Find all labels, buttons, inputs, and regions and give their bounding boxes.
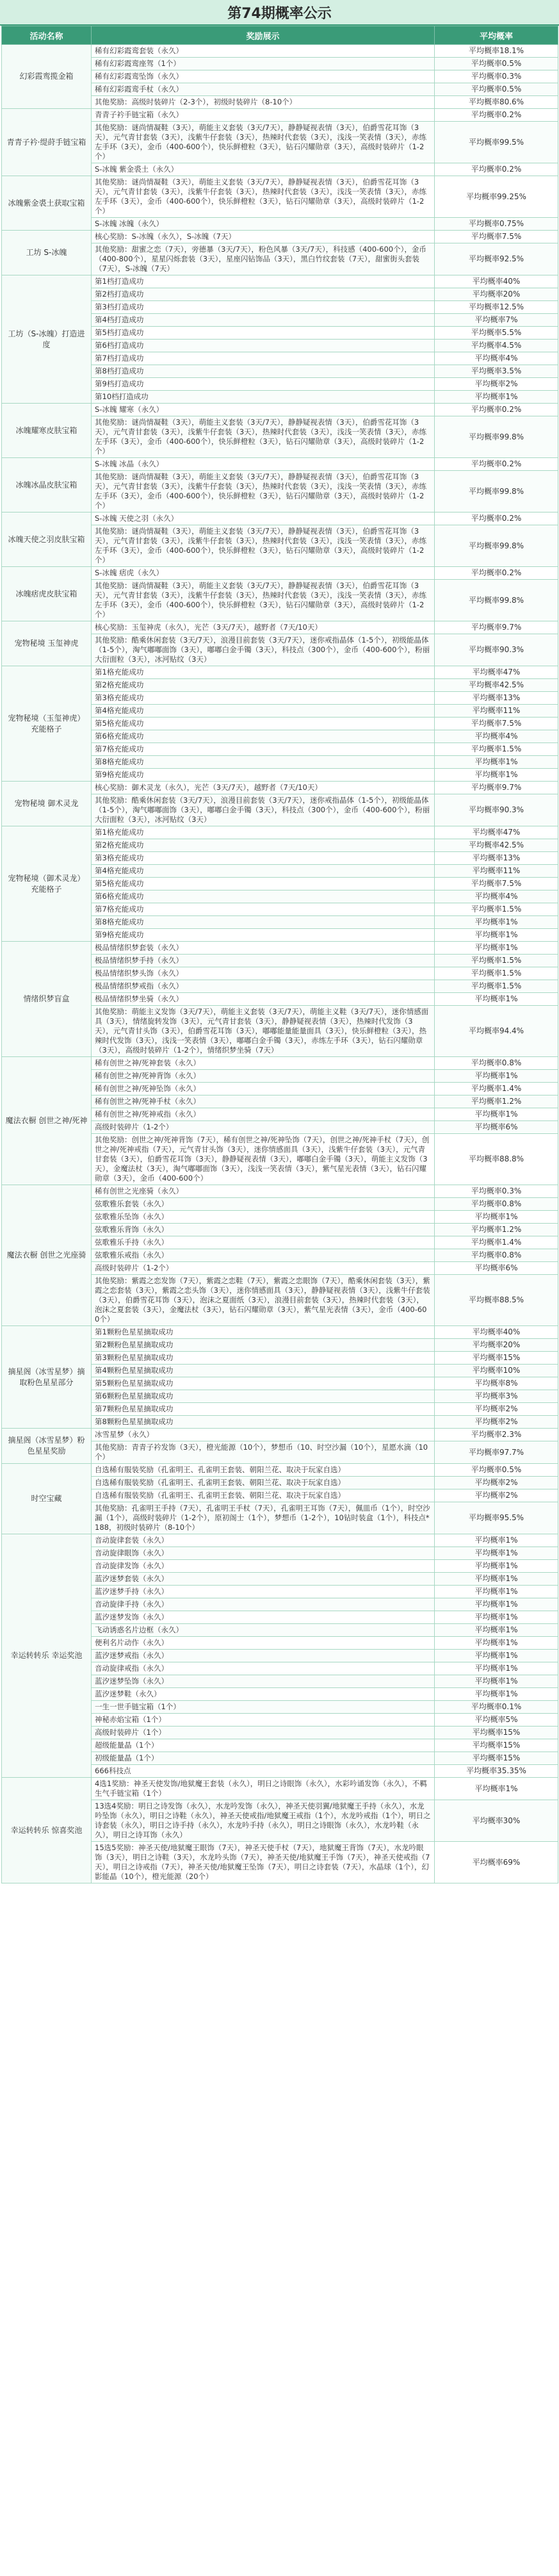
activity-name: 魔法衣橱 创世之光座骑 <box>2 1185 92 1326</box>
probability-value: 平均概率4% <box>435 730 558 743</box>
probability-value: 平均概率1.2% <box>435 1095 558 1108</box>
reward-item: 极品情绪织梦套装（永久） <box>92 942 435 955</box>
probability-value: 平均概率1% <box>435 391 558 404</box>
reward-item: 第7档打造成功 <box>92 352 435 365</box>
reward-item: 第5格充能成功 <box>92 718 435 730</box>
reward-item: 初级能量晶（1个） <box>92 1752 435 1765</box>
reward-item: 第2格充能成功 <box>92 679 435 692</box>
reward-item: 便利名片动作（永久） <box>92 1637 435 1650</box>
probability-value: 平均概率15% <box>435 1727 558 1739</box>
probability-value: 平均概率1% <box>435 1211 558 1224</box>
reward-item: 第3格充能成功 <box>92 852 435 865</box>
header-probability: 平均概率 <box>435 26 558 45</box>
reward-item: 极品情绪织梦头饰（永久） <box>92 967 435 980</box>
reward-item: 第5格充能成功 <box>92 878 435 890</box>
probability-value: 平均概率20% <box>435 1339 558 1352</box>
table-header-row <box>2 26 558 45</box>
reward-item: 高级时装碎片（1个） <box>92 1727 435 1739</box>
probability-value: 平均概率1.5% <box>435 743 558 756</box>
table-row <box>2 942 558 955</box>
reward-item: 第3格充能成功 <box>92 692 435 705</box>
reward-item: 稀有创世之神/死神套装（永久） <box>92 1057 435 1070</box>
reward-item: S-冰魄 耀寒（永久） <box>92 404 435 416</box>
probability-value: 平均概率2% <box>435 1403 558 1416</box>
reward-item: 蓝汐迷梦手持（永久） <box>92 1586 435 1598</box>
table-row <box>2 567 558 580</box>
reward-item: 其他奖励：青青子衿发饰（3天），橙光能源（10个），梦想币（10、时空沙漏（10个），星愿水滴（10个） <box>92 1441 435 1464</box>
probability-value: 平均概率1% <box>435 1778 558 1800</box>
probability-value: 平均概率1% <box>435 1598 558 1611</box>
reward-item: 第5颗粉色星星摘取成功 <box>92 1377 435 1390</box>
probability-value: 平均概率9.7% <box>435 621 558 634</box>
probability-value: 平均概率7.5% <box>435 718 558 730</box>
probability-value: 平均概率1% <box>435 1650 558 1662</box>
reward-item: 第4格充能成功 <box>92 865 435 878</box>
probability-value: 平均概率5% <box>435 1714 558 1727</box>
reward-item: S-冰魄 紫金裘土（永久） <box>92 163 435 176</box>
probability-value: 平均概率1% <box>435 1586 558 1598</box>
probability-value: 平均概率15% <box>435 1352 558 1365</box>
probability-value: 平均概率3.5% <box>435 365 558 378</box>
probability-value: 平均概率0.2% <box>435 163 558 176</box>
probability-value: 平均概率2% <box>435 1477 558 1489</box>
reward-item: 稀有幻彩霞鸾座驾（1个） <box>92 58 435 70</box>
reward-item: 第8颗粉色星星摘取成功 <box>92 1416 435 1429</box>
reward-item: 第9格充能成功 <box>92 929 435 942</box>
reward-item: 第7格充能成功 <box>92 743 435 756</box>
reward-item: 第3颗粉色星星摘取成功 <box>92 1352 435 1365</box>
probability-table <box>1 26 558 1883</box>
reward-item: 第8格充能成功 <box>92 916 435 929</box>
table-row <box>2 1778 558 1800</box>
reward-item: 第8格充能成功 <box>92 756 435 769</box>
activity-name: 宠物秘境 玉玺神虎 <box>2 621 92 666</box>
reward-item: 稀有幻彩霞鸾手杖（永久） <box>92 83 435 96</box>
reward-item: 一生一世手链宝箱（1个） <box>92 1701 435 1714</box>
probability-value: 平均概率99.8% <box>435 471 558 513</box>
reward-item: 弦歌雅乐戒指（永久） <box>92 1249 435 1262</box>
activity-name: 青青子衿·缇莳手链宝箱 <box>2 109 92 176</box>
reward-item: 高级时装碎片（1-2个） <box>92 1121 435 1134</box>
reward-item: 青青子衿手链宝箱（永久） <box>92 109 435 122</box>
probability-value: 平均概率3% <box>435 1390 558 1403</box>
activity-name: 魔法衣橱 创世之神/死神 <box>2 1057 92 1185</box>
reward-item: 其他奖励：酷乘休闲套装（3天/7天），浪漫目前套装（3天/7天），迷你戒指晶体（1-5个），初级能晶体（1-5个），淘气嘟嘟面饰（3天），嘟嘟白金手镯（3天），科技点（300个），金币（400-600个），粉丽大衍面粒（3天），冰河贴纹（3天） <box>92 794 435 826</box>
reward-item: 第1格充能成功 <box>92 826 435 839</box>
header-reward: 奖励展示 <box>92 26 435 45</box>
reward-item: 稀有创世之神/死神戒指（永久） <box>92 1108 435 1121</box>
probability-value: 平均概率69% <box>435 1842 558 1883</box>
reward-item: 第4格充能成功 <box>92 705 435 718</box>
probability-value: 平均概率1.4% <box>435 1083 558 1095</box>
activity-name: 摘星阁（冰雪星梦）摘取粉色星星部分 <box>2 1326 92 1429</box>
probability-value: 平均概率99.5% <box>435 122 558 163</box>
reward-item: 稀有创世之神/死神手杖（永久） <box>92 1095 435 1108</box>
probability-value: 平均概率47% <box>435 666 558 679</box>
probability-value: 平均概率9.7% <box>435 782 558 794</box>
probability-value: 平均概率0.2% <box>435 404 558 416</box>
reward-item: 音动旋律眼饰（永久） <box>92 1547 435 1560</box>
probability-value: 平均概率1.5% <box>435 967 558 980</box>
activity-name: 宠物秘境（御术灵龙）充能格子 <box>2 826 92 942</box>
probability-value: 平均概率20% <box>435 288 558 301</box>
probability-value: 平均概率2% <box>435 1416 558 1429</box>
probability-value: 平均概率99.25% <box>435 176 558 218</box>
table-row <box>2 826 558 839</box>
probability-value: 平均概率13% <box>435 852 558 865</box>
probability-value: 平均概率1% <box>435 1675 558 1688</box>
reward-item: 第9档打造成功 <box>92 378 435 391</box>
activity-name: 情绪织梦盲盒 <box>2 942 92 1057</box>
table-row <box>2 275 558 288</box>
table-row <box>2 1185 558 1198</box>
table-row <box>2 1464 558 1477</box>
reward-item: 音动旋律套装（永久） <box>92 1534 435 1547</box>
probability-value: 平均概率4.5% <box>435 340 558 352</box>
probability-value: 平均概率5.5% <box>435 327 558 340</box>
probability-value: 平均概率0.2% <box>435 513 558 525</box>
reward-item: 其他奖励：谜尚情凝鞋（3天），萌能主义套装（3天/7天），静静疑视表情（3天），伯爵雪花耳饰（3天），元气青甘套装（3天），浅紫牛仔套装（3天），热辣时代套装（3天），浅浅一笑表情（3天），赤练左手环（3天），金币（400-600个），快乐鲜橙粒（3天），钻石闪耀勋章（3天），高级时装碎片（1-2个） <box>92 471 435 513</box>
reward-item: 极品情绪织梦手持（永久） <box>92 955 435 967</box>
probability-value: 平均概率1% <box>435 1573 558 1586</box>
probability-value: 平均概率0.8% <box>435 1249 558 1262</box>
activity-name: 冰魄耀寒皮肤宝箱 <box>2 404 92 458</box>
table-row <box>2 1429 558 1441</box>
reward-item: 核心奖励：御术灵龙（永久），光芒（3天/7天），越野者（7天/10天） <box>92 782 435 794</box>
reward-item: 4选1奖励：神圣天使发饰/地狱魔王套装（永久），明日之诗眼饰（永久），水彩吟诵发饰（永久），不羁生气手链宝箱（1个） <box>92 1778 435 1800</box>
probability-value: 平均概率1.2% <box>435 1224 558 1236</box>
probability-value: 平均概率99.8% <box>435 525 558 567</box>
reward-item: 弦歌雅乐手持（永久） <box>92 1236 435 1249</box>
probability-value: 平均概率1% <box>435 1662 558 1675</box>
probability-value: 平均概率11% <box>435 865 558 878</box>
reward-item: 稀有创世之神/死神坠饰（永久） <box>92 1083 435 1095</box>
reward-item: 核心奖励：S-冰魄（永久），S-冰魄（7天） <box>92 231 435 243</box>
reward-item: 音动旋律手持（永久） <box>92 1598 435 1611</box>
probability-value: 平均概率15% <box>435 1752 558 1765</box>
reward-item: 其他奖励：紫霞之恋发饰（7天），紫霞之恋鞋（7天），紫霞之恋眼饰（7天），酷乘休闲套装（3天），紫霞之恋套装（3天），紫霞之恋头饰（3天），迷你情感面具（3天），静静疑视表情（3天），浅紫牛仔套装（3天），伯爵雪花耳饰（3天），泡沫之夏面纸（3天），浪漫目前套装（3天），热辣时代套装（3天），泡沫之夏套装（3天），金魔法杖（3天），钻石闪耀勋章（3天），紫气星光表情（3天），金币（400-600个） <box>92 1275 435 1326</box>
reward-item: 第1档打造成功 <box>92 275 435 288</box>
probability-value: 平均概率88.8% <box>435 1134 558 1185</box>
probability-value: 平均概率15% <box>435 1739 558 1752</box>
reward-item: 弦歌雅乐背饰（永久） <box>92 1224 435 1236</box>
probability-value: 平均概率99.8% <box>435 416 558 458</box>
reward-item: 稀有创世之光座骑（永久） <box>92 1185 435 1198</box>
reward-item: 音动旋律发饰（永久） <box>92 1560 435 1573</box>
reward-item: 极品情绪织梦坐骑（永久） <box>92 993 435 1006</box>
activity-name: 幻彩霞鸾揽金箱 <box>2 45 92 109</box>
reward-item: 其他奖励：创世之神/死神背饰（7天），稀有创世之神/死神坠饰（7天），创世之神/死神手杖（7天），创世之神/死神戒指（7天），元气青甘头饰（3天），迷你情感面具（3天），浅紫牛仔套装（3天），元气青甘套装（3天），伯爵雪花耳饰（3天），静静疑视表情（3天），嘟嘟白金手镯（3天），萌能主义发饰（3天），金魔法杖（3天），淘气嘟嘟面饰（3天），浅浅一笑表情（3天），紫气星光表情（3天），钻石闪耀勋章（3天），金币（400-600个） <box>92 1134 435 1185</box>
reward-item: 其他奖励：谜尚情凝鞋（3天），萌能主义套装（3天/7天），静静疑视表情（3天），伯爵雪花耳饰（3天），元气青甘套装（3天），浅紫牛仔套装（3天），热辣时代套装（3天），浅浅一笑表情（3天），赤练左手环（3天），金币（400-600个），快乐鲜橙粒（3天），钻石闪耀勋章（3天），高级时装碎片（1-2个） <box>92 176 435 218</box>
probability-value: 平均概率0.8% <box>435 1198 558 1211</box>
reward-item: 第7格充能成功 <box>92 903 435 916</box>
probability-value: 平均概率0.8% <box>435 1057 558 1070</box>
table-row <box>2 621 558 634</box>
probability-value: 平均概率2.3% <box>435 1429 558 1441</box>
probability-value: 平均概率4% <box>435 890 558 903</box>
probability-value: 平均概率7% <box>435 314 558 327</box>
reward-item: 13选4奖励：明日之诗发饰（永久），水龙吟发饰（永久），神圣天使羽翼/地狱魔王手持（永久），水龙吟坠饰（永久），明日之诗鞋（永久），神圣天使戒指/地狱魔王戒指（1个），水龙吟戒指（1个），明日之诗套装（永久），明日之诗手持（永久），水龙吟手持（永久），明日之诗眼饰（永久），水龙吟鞋（永久），明日之诗耳饰（永久） <box>92 1800 435 1842</box>
probability-value: 平均概率1% <box>435 1624 558 1637</box>
header-activity: 活动名称 <box>2 26 92 45</box>
reward-item: 核心奖励：玉玺神虎（永久），光芒（3天/7天），越野者（7天/10天） <box>92 621 435 634</box>
table-row <box>2 782 558 794</box>
probability-value: 平均概率0.5% <box>435 58 558 70</box>
probability-value: 平均概率2% <box>435 378 558 391</box>
probability-value: 平均概率7.5% <box>435 878 558 890</box>
probability-value: 平均概率40% <box>435 275 558 288</box>
probability-value: 平均概率90.3% <box>435 634 558 666</box>
probability-value: 平均概率0.3% <box>435 1185 558 1198</box>
probability-value: 平均概率97.7% <box>435 1441 558 1464</box>
probability-value: 平均概率7.5% <box>435 231 558 243</box>
probability-value: 平均概率1.4% <box>435 1236 558 1249</box>
probability-value: 平均概率1% <box>435 1560 558 1573</box>
probability-value: 平均概率90.3% <box>435 794 558 826</box>
reward-item: 第6档打造成功 <box>92 340 435 352</box>
table-row <box>2 231 558 243</box>
probability-value: 平均概率88.5% <box>435 1275 558 1326</box>
probability-value: 平均概率18.1% <box>435 45 558 58</box>
reward-item: 其他奖励：甜蜜之恋（7天），旁德暴（3天/7天），粉色风暴（3天/7天），科技感（400-600个），金币（400-800个），星星闪烁套装（3天），星座闪钻饰品（3天），黑白竹纹套装（7天），甜蜜街头套装（7天），S-冰魄（7天） <box>92 243 435 275</box>
reward-item: 极品情绪织梦戒指（永久） <box>92 980 435 993</box>
activity-name: 宠物秘境 御术灵龙 <box>2 782 92 826</box>
reward-item: S-冰魄 天使之羽（永久） <box>92 513 435 525</box>
reward-item: 蓝汐迷梦戒指（永久） <box>92 1650 435 1662</box>
probability-value: 平均概率35.35% <box>435 1765 558 1778</box>
reward-item: 其他奖励：高级时装碎片（2-3个），初级时装碎片（8-10个） <box>92 96 435 109</box>
activity-name: 幸运转转乐 幸运奖池 <box>2 1534 92 1778</box>
probability-value: 平均概率1% <box>435 1688 558 1701</box>
probability-value: 平均概率4% <box>435 352 558 365</box>
probability-value: 平均概率42.5% <box>435 839 558 852</box>
reward-item: 第5档打造成功 <box>92 327 435 340</box>
probability-value: 平均概率0.5% <box>435 1464 558 1477</box>
activity-name: 冰魄天使之羽皮肤宝箱 <box>2 513 92 567</box>
activity-name: 工坊（S-冰魄）打造进度 <box>2 275 92 404</box>
probability-value: 平均概率1% <box>435 1108 558 1121</box>
probability-value: 平均概率1% <box>435 1534 558 1547</box>
table-row <box>2 458 558 471</box>
reward-item: 其他奖励：谜尚情凝鞋（3天），萌能主义套装（3天/7天），静静疑视表情（3天），伯爵雪花耳饰（3天），元气青甘套装（3天），浅紫牛仔套装（3天），热辣时代套装（3天），浅浅一笑表情（3天），赤练左手环（3天），金币（400-600个），快乐鲜橙粒（3天），钻石闪耀勋章（3天），高级时装碎片（1-2个） <box>92 525 435 567</box>
probability-value: 平均概率1% <box>435 916 558 929</box>
probability-value: 平均概率6% <box>435 1121 558 1134</box>
reward-item: 飞动诱惑名片边框（永久） <box>92 1624 435 1637</box>
probability-value: 平均概率0.2% <box>435 109 558 122</box>
table-row <box>2 1057 558 1070</box>
probability-value: 平均概率10% <box>435 1365 558 1377</box>
reward-item: 蓝汐迷梦发饰（永久） <box>92 1611 435 1624</box>
reward-item: S-冰魄 冰晶（永久） <box>92 458 435 471</box>
probability-value: 平均概率1% <box>435 769 558 782</box>
probability-value: 平均概率1% <box>435 1637 558 1650</box>
table-row <box>2 176 558 218</box>
probability-value: 平均概率99.8% <box>435 580 558 621</box>
reward-item: 第2格充能成功 <box>92 839 435 852</box>
reward-item: S-冰魄 冰魄（永久） <box>92 218 435 231</box>
reward-item: 第2颗粉色星星摘取成功 <box>92 1339 435 1352</box>
reward-item: 第6格充能成功 <box>92 890 435 903</box>
page-title: 第74期概率公示 <box>0 0 559 26</box>
probability-value: 平均概率1.5% <box>435 980 558 993</box>
activity-name: 冰魄紫金裘土获取宝箱 <box>2 176 92 231</box>
probability-value: 平均概率92.5% <box>435 243 558 275</box>
probability-value: 平均概率8% <box>435 1377 558 1390</box>
activity-name: 冰魄痞虎皮肤宝箱 <box>2 567 92 621</box>
probability-value: 平均概率1% <box>435 1611 558 1624</box>
reward-item: 第4档打造成功 <box>92 314 435 327</box>
reward-item: 其他奖励：谜尚情凝鞋（3天），萌能主义套装（3天/7天），静静疑视表情（3天），伯爵雪花耳饰（3天），元气青甘套装（3天），浅紫牛仔套装（3天），热辣时代套装（3天），浅浅一笑表情（3天），赤练左手环（3天），金币（400-600个），快乐鲜橙粒（3天），钻石闪耀勋章（3天），高级时装碎片（1-2个） <box>92 416 435 458</box>
table-row <box>2 666 558 679</box>
probability-value: 平均概率0.2% <box>435 567 558 580</box>
probability-value: 平均概率30% <box>435 1800 558 1842</box>
activity-name: 时空宝藏 <box>2 1464 92 1534</box>
activity-name: 工坊 S-冰魄 <box>2 231 92 275</box>
probability-value: 平均概率40% <box>435 1326 558 1339</box>
reward-item: 第2档打造成功 <box>92 288 435 301</box>
probability-value: 平均概率1% <box>435 1547 558 1560</box>
reward-item: 第3档打造成功 <box>92 301 435 314</box>
reward-item: 第1格充能成功 <box>92 666 435 679</box>
table-row <box>2 513 558 525</box>
probability-value: 平均概率95.5% <box>435 1502 558 1534</box>
reward-item: 第8档打造成功 <box>92 365 435 378</box>
reward-item: 高级时装碎片（1-2个） <box>92 1262 435 1275</box>
reward-item: 稀有创世之神/死神背饰（永久） <box>92 1070 435 1083</box>
reward-item: 第1颗粉色星星摘取成功 <box>92 1326 435 1339</box>
probability-value: 平均概率47% <box>435 826 558 839</box>
probability-value: 平均概率0.2% <box>435 458 558 471</box>
reward-item: 15选5奖励：神圣天使/地狱魔王眼饰（7天），神圣天使手杖（7天），地狱魔王背饰（7天），水龙吟眼饰（3天），明日之诗鞋（3天），水龙吟头饰（7天），神圣天使/地狱魔王手饰（7天），神圣天使戒指（7天），明日之诗戒指（7天），神圣天使/地狱魔王坠饰（7天），明日之诗套装（7天），水晶球（1个），幻影能晶（10个），橙光能源（20个） <box>92 1842 435 1883</box>
reward-item: 其他奖励：谜尚情凝鞋（3天），萌能主义套装（3天/7天），静静疑视表情（3天），伯爵雪花耳饰（3天），元气青甘套装（3天），浅紫牛仔套装（3天），热辣时代套装（3天），浅浅一笑表情（3天），赤练左手环（3天），金币（400-600个），快乐鲜橙粒（3天），钻石闪耀勋章（3天），高级时装碎片（1-2个） <box>92 580 435 621</box>
reward-item: 第9格充能成功 <box>92 769 435 782</box>
reward-item: 蓝汐迷梦坠饰（永久） <box>92 1675 435 1688</box>
probability-value: 平均概率1% <box>435 993 558 1006</box>
reward-item: 弦歌雅乐坠饰（永久） <box>92 1211 435 1224</box>
reward-item: S-冰魄 痞虎（永久） <box>92 567 435 580</box>
reward-item: 自选稀有服装奖励（孔雀明王、孔雀明王套装、朝阳兰花、取决于玩家自选） <box>92 1477 435 1489</box>
reward-item: 冰雪星梦（永久） <box>92 1429 435 1441</box>
activity-name: 幸运转转乐 惊喜奖池 <box>2 1778 92 1883</box>
reward-item: 自选稀有服装奖励（孔雀明王、孔雀明王套装、朝阳兰花、取决于玩家自选） <box>92 1464 435 1477</box>
probability-value: 平均概率80.6% <box>435 96 558 109</box>
reward-item: 蓝汐迷梦鞋（永久） <box>92 1688 435 1701</box>
activity-name: 冰魄冰晶皮肤宝箱 <box>2 458 92 513</box>
reward-item: 第6格充能成功 <box>92 730 435 743</box>
reward-item: 其他奖励：孔雀明王手持（7天），孔雀明王手杖（7天），孔雀明王耳饰（7天），佩皿币（1个），时空沙漏（1个），高级时装碎片（1-2个），原初阁士（1个），梦想币（1-2个），10钻时装盒（1个），科技点*188，初级时装碎片（8-10个） <box>92 1502 435 1534</box>
activity-name: 宠物秘境（玉玺神虎）充能格子 <box>2 666 92 782</box>
reward-item: 神秘赤焰宝箱（1个） <box>92 1714 435 1727</box>
probability-value: 平均概率94.4% <box>435 1006 558 1057</box>
probability-value: 平均概率11% <box>435 705 558 718</box>
reward-item: 稀有幻彩霞鸾坠饰（永久） <box>92 70 435 83</box>
reward-item: 自选稀有服装奖励（孔雀明王、孔雀明王套装、朝阳兰花、取决于玩家自选） <box>92 1489 435 1502</box>
probability-value: 平均概率1% <box>435 1070 558 1083</box>
probability-value: 平均概率1% <box>435 756 558 769</box>
table-row <box>2 45 558 58</box>
reward-item: 第4颗粉色星星摘取成功 <box>92 1365 435 1377</box>
table-row <box>2 1534 558 1547</box>
probability-value: 平均概率0.75% <box>435 218 558 231</box>
reward-item: 蓝汐迷梦套装（永久） <box>92 1573 435 1586</box>
reward-item: 稀有幻彩霞鸾套装（永久） <box>92 45 435 58</box>
probability-value: 平均概率1.5% <box>435 903 558 916</box>
probability-value: 平均概率1% <box>435 929 558 942</box>
probability-value: 平均概率0.5% <box>435 83 558 96</box>
reward-item: 666科技点 <box>92 1765 435 1778</box>
probability-value: 平均概率42.5% <box>435 679 558 692</box>
reward-item: 第6颗粉色星星摘取成功 <box>92 1390 435 1403</box>
reward-item: 第10档打造成功 <box>92 391 435 404</box>
probability-value: 平均概率2% <box>435 1489 558 1502</box>
probability-value: 平均概率0.3% <box>435 70 558 83</box>
table-row <box>2 109 558 122</box>
reward-item: 其他奖励：萌能主义发饰（3天/7天），萌能主义套装（3天/7天），萌能主义鞋（3天/7天），迷你情感面具（3天），情绪旋转发饰（3天），元气青甘套装（3天），静静疑视表情（3天），热辣时代发饰（3天），元气青甘头饰（3天），伯爵雪花耳饰（3天），嘟嘟能量能量面具（3天），快乐鲜橙粒（3天），热辣时代发饰（3天），浅浅一笑表情（3天），嘟嘟白金手镯（3天），赤练左手环（3天），钻石闪耀勋章（3天），高级时装碎片（1-2个），情绪织梦坐骑（7天） <box>92 1006 435 1057</box>
reward-item: 第7颗粉色星星摘取成功 <box>92 1403 435 1416</box>
table-row <box>2 1326 558 1339</box>
reward-item: 超级能量晶（1个） <box>92 1739 435 1752</box>
activity-name: 摘星阁（冰雪星梦）粉色星星奖励 <box>2 1429 92 1464</box>
probability-value: 平均概率1.5% <box>435 955 558 967</box>
probability-value: 平均概率13% <box>435 692 558 705</box>
table-body <box>2 45 558 1883</box>
reward-item: 弦歌雅乐套装（永久） <box>92 1198 435 1211</box>
table-row <box>2 404 558 416</box>
probability-value: 平均概率1% <box>435 942 558 955</box>
reward-item: 其他奖励：谜尚情凝鞋（3天），萌能主义套装（3天/7天），静静疑视表情（3天），伯爵雪花耳饰（3天），元气青甘套装（3天），浅紫牛仔套装（3天），热辣时代套装（3天），浅浅一笑表情（3天），赤练左手环（3天），金币（400-600个），快乐鲜橙粒（3天），钻石闪耀勋章（3天），高级时装碎片（1-2个） <box>92 122 435 163</box>
probability-value: 平均概率12.5% <box>435 301 558 314</box>
reward-item: 其他奖励：酷乘休闲套装（3天/7天），浪漫目前套装（3天/7天），迷你戒指晶体（1-5个），初级能晶体（1-5个），淘气嘟嘟面饰（3天），嘟嘟白金手镯（3天），科技点（300个），金币（400-600个），粉丽大衍面粒（3天），冰河贴纹（3天） <box>92 634 435 666</box>
probability-value: 平均概率0.1% <box>435 1701 558 1714</box>
probability-value: 平均概率6% <box>435 1262 558 1275</box>
reward-item: 音动旋律戒指（永久） <box>92 1662 435 1675</box>
